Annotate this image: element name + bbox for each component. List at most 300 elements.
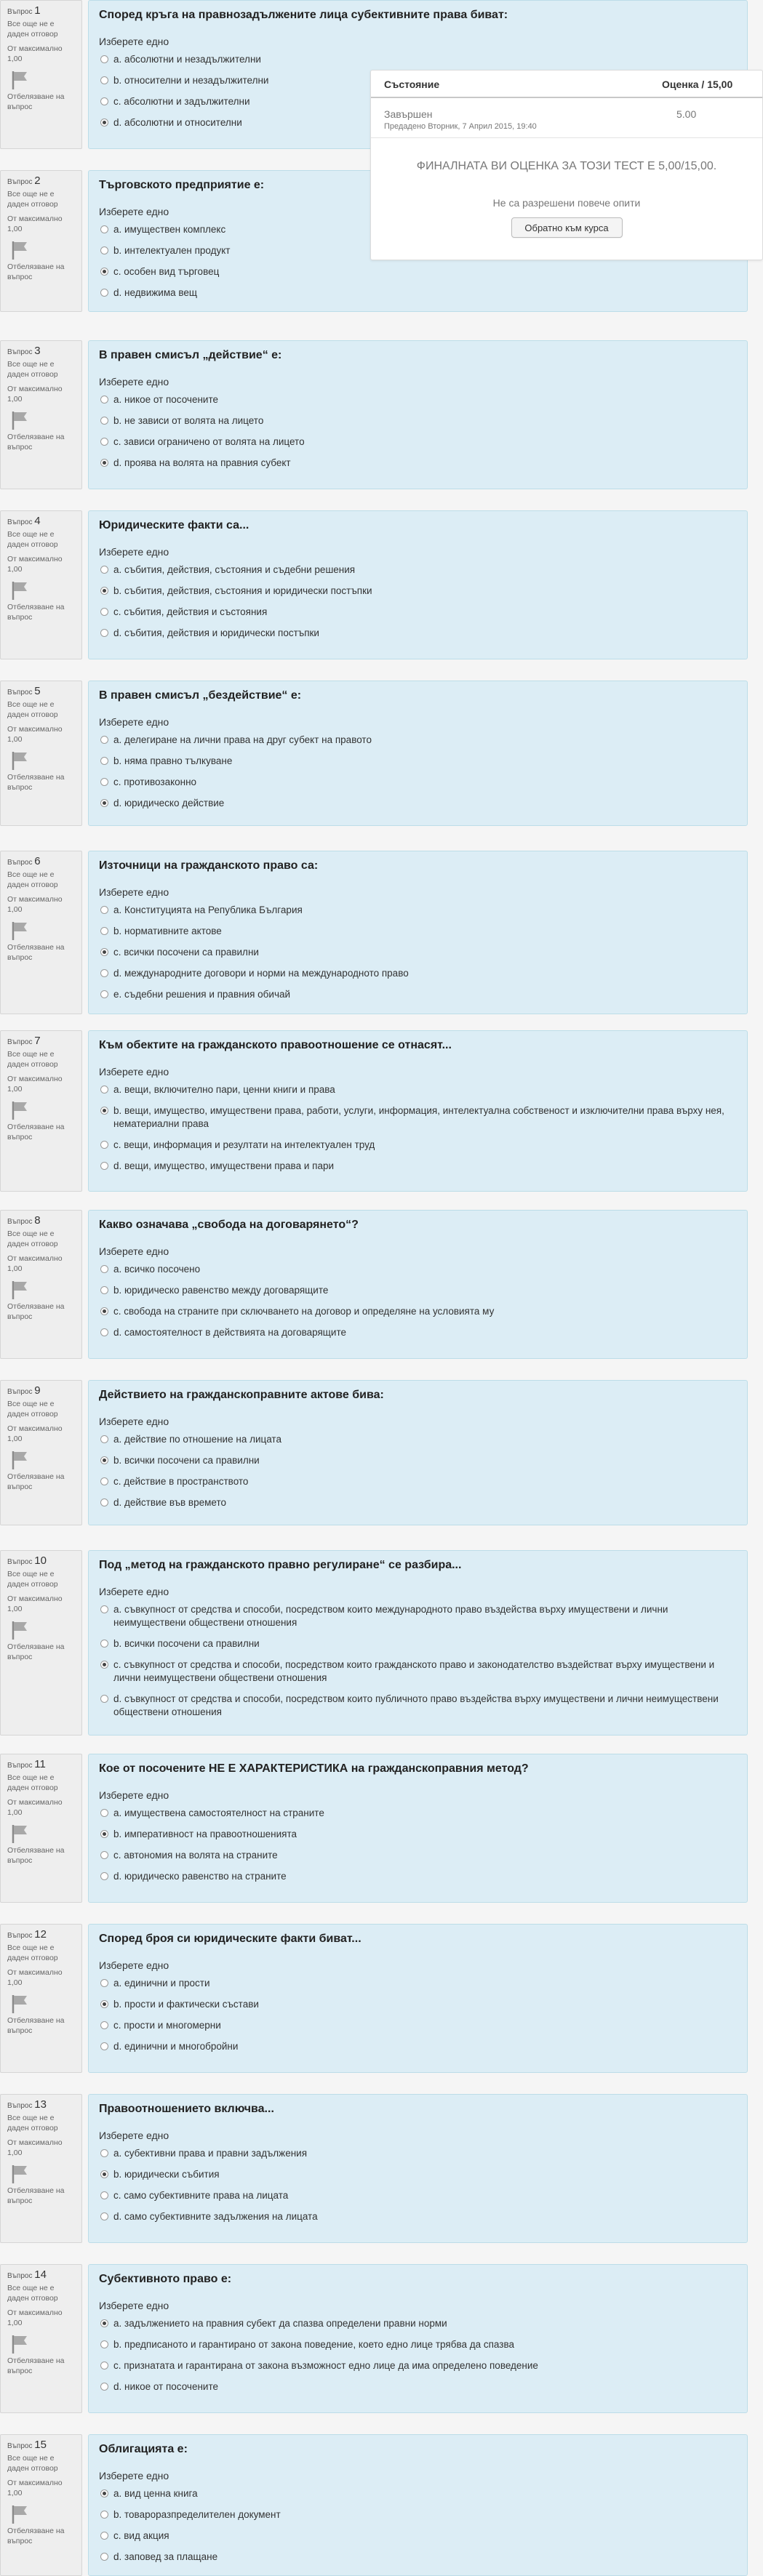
radio-icon[interactable] — [100, 1435, 108, 1443]
flag-question-link[interactable]: Отбелязване на въпрос — [7, 2186, 65, 2205]
radio-icon[interactable] — [100, 1695, 108, 1703]
question-text: В правен смисъл „бездействие“ е: — [99, 689, 302, 702]
flag-question-link[interactable]: Отбелязване на въпрос — [7, 1846, 65, 1865]
radio-icon[interactable] — [100, 2021, 108, 2029]
question-text: Субективното право е: — [99, 2273, 232, 2285]
answer-label: c. само субективните права на лицата — [113, 2190, 289, 2201]
flag-icon[interactable] — [10, 580, 29, 601]
radio-icon[interactable] — [100, 1605, 108, 1613]
radio-icon[interactable] — [100, 1498, 108, 1506]
answer-prompt: Изберете едно — [99, 2130, 169, 2141]
summary-state: Завършен — [384, 108, 433, 120]
answer-label: b. интелектуален продукт — [113, 245, 231, 256]
radio-icon[interactable] — [100, 1809, 108, 1817]
answer-label: a. съвкупност от средства и способи, посредством които международното право въздейства върху имуществени и лични неимуществени обществени отношения — [113, 1604, 668, 1628]
answer-option[interactable] — [99, 1083, 737, 1096]
radio-selected-icon[interactable] — [100, 1107, 108, 1115]
flag-icon[interactable] — [10, 1280, 29, 1300]
radio-icon[interactable] — [100, 289, 108, 297]
question-text: В правен смисъл „действие“ е: — [99, 349, 282, 361]
answer-option[interactable] — [99, 904, 737, 917]
question-state: Все още не е даден отговор — [7, 2454, 58, 2473]
question-state: Все още не е даден отговор — [7, 1773, 58, 1792]
answer-label: d. действие във времето — [113, 1497, 226, 1508]
question-text: Към обектите на гражданското правоотношение се отнасят... — [99, 1039, 452, 1051]
radio-icon[interactable] — [100, 2212, 108, 2220]
answer-option[interactable] — [99, 2359, 737, 2372]
answer-prompt: Изберете едно — [99, 716, 169, 728]
answer-option[interactable] — [99, 1433, 737, 1446]
answer-option[interactable] — [99, 1693, 737, 1719]
radio-selected-icon[interactable] — [100, 2000, 108, 2008]
answer-option[interactable] — [99, 988, 737, 1001]
question-state: Все още не е даден отговор — [7, 360, 58, 379]
question-max-grade: От максимално 1,00 — [7, 2479, 63, 2497]
question-state: Все още не е даден отговор — [7, 20, 58, 39]
question-number: Въпрос 10 — [7, 1554, 47, 1567]
answer-label: b. прости и фактически състави — [113, 1999, 259, 2010]
question-content — [88, 510, 748, 659]
question-state: Все още не е даден отговор — [7, 700, 58, 719]
answer-option[interactable] — [99, 2551, 737, 2564]
no-more-attempts-text: Не са разрешени повече опити — [492, 197, 641, 209]
question-state: Все още не е даден отговор — [7, 190, 58, 209]
radio-selected-icon[interactable] — [100, 268, 108, 276]
question-number: Въпрос 6 — [7, 855, 41, 867]
question-info — [0, 1550, 82, 1736]
answer-label: b. всички посочени са правилни — [113, 1638, 260, 1649]
final-grade-text: ФИНАЛНАТА ВИ ОЦЕНКА ЗА ТОЗИ ТЕСТ Е 5,00/15,00. — [416, 160, 717, 172]
radio-icon[interactable] — [100, 55, 108, 63]
answer-prompt: Изберете едно — [99, 1066, 169, 1078]
answer-label: c. признатата и гарантирана от закона възможност едно лице да има определено поведение — [113, 2360, 538, 2371]
answer-label: a. имуществена самостоятелност на страните — [113, 1807, 324, 1818]
question-max-grade: От максимално 1,00 — [7, 1424, 63, 1443]
flag-icon[interactable] — [10, 1994, 29, 2014]
answer-label: a. делегиране на лични права на друг субект на правото — [113, 734, 372, 745]
answer-label: b. няма правно тълкуване — [113, 755, 233, 766]
question-content — [88, 681, 748, 826]
answer-label: d. събития, действия и юридически постъпки — [113, 627, 319, 638]
answer-label: d. абсолютни и относителни — [113, 117, 242, 128]
answer-option[interactable] — [99, 1326, 737, 1339]
radio-icon[interactable] — [100, 969, 108, 977]
question-number: Въпрос 7 — [7, 1035, 41, 1047]
answer-option[interactable] — [99, 1496, 737, 1509]
question-number: Въпрос 9 — [7, 1384, 41, 1397]
question-content — [88, 2094, 748, 2243]
flag-question-link[interactable]: Отбелязване на въпрос — [7, 2016, 65, 2035]
question-max-grade: От максимално 1,00 — [7, 1798, 63, 1817]
question-max-grade: От максимално 1,00 — [7, 725, 63, 744]
question-content — [88, 851, 748, 1014]
radio-selected-icon[interactable] — [100, 2319, 108, 2327]
radio-icon[interactable] — [100, 1872, 108, 1880]
radio-icon[interactable] — [100, 2511, 108, 2519]
answer-option[interactable] — [99, 2040, 737, 2053]
radio-icon[interactable] — [100, 1477, 108, 1485]
radio-icon[interactable] — [100, 246, 108, 254]
answer-prompt: Изберете едно — [99, 1959, 169, 1971]
radio-icon[interactable] — [100, 608, 108, 616]
answer-option[interactable] — [99, 585, 737, 598]
question-info — [0, 510, 82, 659]
answer-label: b. юридически събития — [113, 2169, 220, 2180]
flag-question-link[interactable]: Отбелязване на въпрос — [7, 943, 65, 962]
flag-icon[interactable] — [10, 70, 29, 90]
question-info — [0, 681, 82, 826]
question-text: Под „метод на гражданското правно регулиране“ се разбира... — [99, 1559, 462, 1571]
answer-option[interactable] — [99, 393, 737, 406]
answer-label: b. относителни и незадължителни — [113, 75, 269, 86]
radio-icon[interactable] — [100, 2042, 108, 2050]
answer-label: c. всички посочени са правилни — [113, 947, 259, 958]
question-number: Въпрос 15 — [7, 2439, 47, 2451]
answer-option[interactable] — [99, 2487, 737, 2500]
answer-option[interactable] — [99, 776, 737, 789]
question-number: Въпрос 1 — [7, 4, 41, 17]
answer-option[interactable] — [99, 2147, 737, 2160]
radio-icon[interactable] — [100, 2149, 108, 2157]
flag-question-link[interactable]: Отбелязване на въпрос — [7, 2527, 65, 2545]
question-text: Какво означава „свобода на договарянето“? — [99, 1219, 359, 1231]
radio-selected-icon[interactable] — [100, 1307, 108, 1315]
question-max-grade: От максимално 1,00 — [7, 44, 63, 63]
answer-prompt: Изберете едно — [99, 546, 169, 558]
answer-option[interactable] — [99, 265, 737, 278]
answer-option[interactable] — [99, 2168, 737, 2181]
flag-question-link[interactable]: Отбелязване на въпрос — [7, 1123, 65, 1141]
answer-label: d. заповед за плащане — [113, 2551, 218, 2562]
question-state: Все още не е даден отговор — [7, 1400, 58, 1419]
radio-icon[interactable] — [100, 2532, 108, 2540]
radio-selected-icon[interactable] — [100, 2489, 108, 2497]
answer-option[interactable] — [99, 1475, 737, 1488]
question-text: Юридическите факти са... — [99, 519, 249, 531]
question-state: Все още не е даден отговор — [7, 1943, 58, 1962]
question-text: Търговското предприятие е: — [99, 179, 265, 191]
answer-label: c. абсолютни и задължителни — [113, 96, 250, 107]
question-info — [0, 2434, 82, 2576]
radio-icon[interactable] — [100, 2191, 108, 2199]
answer-prompt: Изберете едно — [99, 1789, 169, 1801]
question-info — [0, 1210, 82, 1359]
answer-option[interactable] — [99, 1977, 737, 1990]
answer-label: d. юридическо равенство на страните — [113, 1871, 287, 1882]
flag-question-link[interactable]: Отбелязване на въпрос — [7, 1472, 65, 1491]
answer-prompt: Изберете едно — [99, 376, 169, 388]
radio-icon[interactable] — [100, 1265, 108, 1273]
answer-label: d. проява на волята на правния субект — [113, 457, 291, 468]
answer-option[interactable] — [99, 627, 737, 640]
answer-option[interactable] — [99, 436, 737, 449]
answer-option[interactable] — [99, 2189, 737, 2202]
question-content — [88, 1380, 748, 1525]
answer-label: d. вещи, имущество, имуществени права и пари — [113, 1160, 334, 1171]
flag-icon[interactable] — [10, 240, 29, 260]
question-number: Въпрос 12 — [7, 1928, 47, 1941]
answer-label: c. действие в пространството — [113, 1476, 249, 1487]
answer-label: a. субективни права и правни задължения — [113, 2148, 308, 2159]
question-state: Все още не е даден отговор — [7, 2284, 58, 2303]
question-state: Все още не е даден отговор — [7, 1050, 58, 1069]
summary-grade: 5.00 — [676, 108, 697, 120]
radio-icon[interactable] — [100, 1286, 108, 1294]
answer-label: c. вид акция — [113, 2530, 169, 2541]
radio-icon[interactable] — [100, 927, 108, 935]
question-text: Според броя си юридическите факти биват... — [99, 1933, 361, 1945]
answer-option[interactable] — [99, 2529, 737, 2543]
radio-selected-icon[interactable] — [100, 587, 108, 595]
flag-question-link[interactable]: Отбелязване на въпрос — [7, 603, 65, 622]
radio-selected-icon[interactable] — [100, 1830, 108, 1838]
question-text: Облигацията е: — [99, 2443, 188, 2455]
radio-icon[interactable] — [100, 1328, 108, 1336]
answer-label: b. всички посочени са правилни — [113, 1455, 260, 1466]
radio-icon[interactable] — [100, 2553, 108, 2561]
answer-prompt: Изберете едно — [99, 1245, 169, 1257]
flag-question-link[interactable]: Отбелязване на въпрос — [7, 1302, 65, 1321]
answer-label: a. абсолютни и незадължителни — [113, 54, 261, 65]
question-text: Източници на гражданското право са: — [99, 859, 319, 872]
question-text: Действието на гражданскоправните актове бива: — [99, 1389, 384, 1401]
question-content — [88, 2264, 748, 2413]
answer-label: d. съвкупност от средства и способи, посредством които публичното право въздейства върху имуществени и лични неимуществени обществени отношения — [113, 1693, 719, 1717]
radio-icon[interactable] — [100, 1162, 108, 1170]
answer-option[interactable] — [99, 1263, 737, 1276]
answer-label: d. международните договори и норми на международното право — [113, 968, 409, 979]
flag-icon[interactable] — [10, 2164, 29, 2184]
answer-label: b. събития, действия, състояния и юридически постъпки — [113, 585, 372, 596]
answer-label: e. съдебни решения и правния обичай — [113, 989, 291, 1000]
answer-label: d. никое от посочените — [113, 2381, 218, 2392]
answer-option[interactable] — [99, 734, 737, 747]
radio-icon[interactable] — [100, 1979, 108, 1987]
answer-option[interactable] — [99, 797, 737, 810]
answer-label: b. юридическо равенство между договарящите — [113, 1285, 329, 1296]
question-text: Според кръга на правнозадължените лица субективните права биват: — [99, 9, 508, 21]
radio-selected-icon[interactable] — [100, 459, 108, 467]
radio-icon[interactable] — [100, 906, 108, 914]
answer-option[interactable] — [99, 1454, 737, 1467]
answer-label: b. товароразпределителен документ — [113, 2509, 281, 2520]
flag-icon[interactable] — [10, 750, 29, 771]
answer-option[interactable] — [99, 1305, 737, 1318]
radio-icon[interactable] — [100, 2383, 108, 2391]
flag-icon[interactable] — [10, 410, 29, 430]
answer-label: b. предписаното и гарантирано от закона поведение, което едно лице трябва да спазва — [113, 2339, 515, 2350]
radio-icon[interactable] — [100, 1640, 108, 1648]
answer-label: b. не зависи от волята на лицето — [113, 415, 264, 426]
answer-option[interactable] — [99, 2338, 737, 2351]
question-content — [88, 340, 748, 489]
flag-question-link[interactable]: Отбелязване на въпрос — [7, 433, 65, 452]
radio-icon[interactable] — [100, 2362, 108, 2370]
question-max-grade: От максимално 1,00 — [7, 385, 63, 404]
answer-label: c. събития, действия и състояния — [113, 606, 268, 617]
question-info — [0, 170, 82, 312]
flag-question-link[interactable]: Отбелязване на въпрос — [7, 262, 65, 281]
answer-prompt: Изберете едно — [99, 1586, 169, 1597]
answer-label: a. имуществен комплекс — [113, 224, 226, 235]
answer-option[interactable] — [99, 1849, 737, 1862]
answer-option[interactable] — [99, 925, 737, 938]
radio-icon[interactable] — [100, 2340, 108, 2348]
answer-option[interactable] — [99, 2380, 737, 2394]
answer-label: c. зависи ограничено от волята на лицето — [113, 436, 305, 447]
question-text: Кое от посочените НЕ Е ХАРАКТЕРИСТИКА на гражданскоправния метод? — [99, 1762, 529, 1775]
question-state: Все още не е даден отговор — [7, 870, 58, 889]
answer-prompt: Изберете едно — [99, 2470, 169, 2481]
answer-label: c. вещи, информация и резултати на интелектуален труд — [113, 1139, 375, 1150]
radio-selected-icon[interactable] — [100, 799, 108, 807]
summary-header — [371, 71, 762, 98]
answer-option[interactable] — [99, 286, 737, 300]
answer-option[interactable] — [99, 946, 737, 959]
radio-icon[interactable] — [100, 1851, 108, 1859]
summary-row — [371, 98, 762, 138]
answer-label: a. действие по отношение на лицата — [113, 1434, 281, 1445]
question-state: Все още не е даден отговор — [7, 1570, 58, 1589]
answer-option[interactable] — [99, 457, 737, 470]
radio-selected-icon[interactable] — [100, 948, 108, 956]
radio-icon[interactable] — [100, 97, 108, 105]
radio-icon[interactable] — [100, 629, 108, 637]
radio-selected-icon[interactable] — [100, 119, 108, 127]
answer-option[interactable] — [99, 606, 737, 619]
radio-icon[interactable] — [100, 417, 108, 425]
question-content — [88, 2434, 748, 2576]
question-info — [0, 1924, 82, 2073]
answer-option[interactable] — [99, 2508, 737, 2521]
radio-icon[interactable] — [100, 757, 108, 765]
flag-question-link[interactable]: Отбелязване на въпрос — [7, 2356, 65, 2375]
question-max-grade: От максимално 1,00 — [7, 1075, 63, 1094]
question-text: Правоотношението включва... — [99, 2103, 274, 2115]
question-state: Все още не е даден отговор — [7, 2114, 58, 2132]
flag-icon[interactable] — [10, 2504, 29, 2524]
question-info — [0, 340, 82, 489]
radio-icon[interactable] — [100, 566, 108, 574]
answer-label: a. единични и прости — [113, 1978, 210, 1989]
answer-label: d. само субективните задължения на лицата — [113, 2211, 318, 2222]
answer-option[interactable] — [99, 2019, 737, 2032]
answer-option[interactable] — [99, 1104, 737, 1131]
question-content — [88, 1550, 748, 1736]
answer-option[interactable] — [99, 1284, 737, 1297]
question-number: Въпрос 11 — [7, 1758, 46, 1770]
flag-question-link[interactable]: Отбелязване на въпрос — [7, 773, 65, 792]
summary-col-grade: Оценка / 15,00 — [662, 79, 733, 90]
flag-icon[interactable] — [10, 1450, 29, 1470]
question-number: Въпрос 4 — [7, 515, 41, 527]
radio-selected-icon[interactable] — [100, 1456, 108, 1464]
question-max-grade: От максимално 1,00 — [7, 1254, 63, 1273]
answer-option[interactable] — [99, 53, 737, 66]
question-max-grade: От максимално 1,00 — [7, 1594, 63, 1613]
answer-label: d. единични и многобройни — [113, 2041, 239, 2052]
flag-icon[interactable] — [10, 2334, 29, 2354]
answer-option[interactable] — [99, 2210, 737, 2223]
radio-selected-icon[interactable] — [100, 1661, 108, 1669]
answer-option[interactable] — [99, 755, 737, 768]
flag-question-link[interactable]: Отбелязване на въпрос — [7, 1642, 65, 1661]
flag-icon[interactable] — [10, 1620, 29, 1640]
question-info — [0, 1030, 82, 1192]
question-info — [0, 851, 82, 1014]
answer-label: d. юридическо действие — [113, 798, 225, 808]
question-max-grade: От максимално 1,00 — [7, 2308, 63, 2327]
question-max-grade: От максимално 1,00 — [7, 555, 63, 574]
question-number: Въпрос 8 — [7, 1214, 41, 1227]
radio-icon[interactable] — [100, 225, 108, 233]
answer-option[interactable] — [99, 1160, 737, 1173]
answer-label: a. никое от посочените — [113, 394, 218, 405]
question-max-grade: От максимално 1,00 — [7, 2138, 63, 2157]
answer-option[interactable] — [99, 1658, 737, 1685]
radio-icon[interactable] — [100, 76, 108, 84]
answer-option[interactable] — [99, 2317, 737, 2330]
answer-option[interactable] — [99, 1998, 737, 2011]
back-to-course-button[interactable]: Обратно към курса — [511, 217, 623, 238]
answer-option[interactable] — [99, 1807, 737, 1820]
answer-option[interactable] — [99, 1139, 737, 1152]
answer-prompt: Изберете едно — [99, 206, 169, 217]
question-max-grade: От максимално 1,00 — [7, 214, 63, 233]
question-info — [0, 2094, 82, 2243]
answer-option[interactable] — [99, 1637, 737, 1650]
radio-icon[interactable] — [100, 438, 108, 446]
radio-icon[interactable] — [100, 1141, 108, 1149]
flag-icon[interactable] — [10, 1100, 29, 1120]
question-info — [0, 2264, 82, 2413]
answer-option[interactable] — [99, 1603, 737, 1629]
answer-label: d. недвижима вещ — [113, 287, 198, 298]
radio-selected-icon[interactable] — [100, 2170, 108, 2178]
question-state: Все още не е даден отговор — [7, 530, 58, 549]
radio-icon[interactable] — [100, 1086, 108, 1094]
answer-label: c. автономия на волята на страните — [113, 1850, 278, 1861]
question-content — [88, 1754, 748, 1903]
question-state: Все още не е даден отговор — [7, 1229, 58, 1248]
answer-option[interactable] — [99, 414, 737, 428]
answer-option[interactable] — [99, 967, 737, 980]
flag-question-link[interactable]: Отбелязване на въпрос — [7, 92, 65, 111]
answer-option[interactable] — [99, 1828, 737, 1841]
question-number: Въпрос 2 — [7, 174, 41, 187]
answer-label: b. вещи, имущество, имуществени права, работи, услуги, информация, интелектуална собственост и изключителни права върху нея, нематериални права — [113, 1105, 724, 1129]
answer-prompt: Изберете едно — [99, 2300, 169, 2311]
flag-icon[interactable] — [10, 920, 29, 941]
question-number: Въпрос 3 — [7, 345, 41, 357]
question-content — [88, 1924, 748, 2073]
radio-icon[interactable] — [100, 736, 108, 744]
question-content — [88, 1210, 748, 1359]
answer-label: d. самостоятелност в действията на договарящите — [113, 1327, 346, 1338]
radio-icon[interactable] — [100, 990, 108, 998]
answer-label: a. вещи, включително пари, ценни книги и права — [113, 1084, 335, 1095]
radio-icon[interactable] — [100, 778, 108, 786]
answer-label: c. свобода на страните при сключването на договор и определяне на условията му — [113, 1306, 495, 1317]
answer-label: b. императивност на правоотношенията — [113, 1829, 297, 1839]
question-max-grade: От максимално 1,00 — [7, 1968, 63, 1987]
flag-icon[interactable] — [10, 1823, 29, 1844]
answer-option[interactable] — [99, 563, 737, 577]
radio-icon[interactable] — [100, 396, 108, 404]
answer-option[interactable] — [99, 1870, 737, 1883]
question-info — [0, 0, 82, 149]
question-max-grade: От максимално 1,00 — [7, 895, 63, 914]
